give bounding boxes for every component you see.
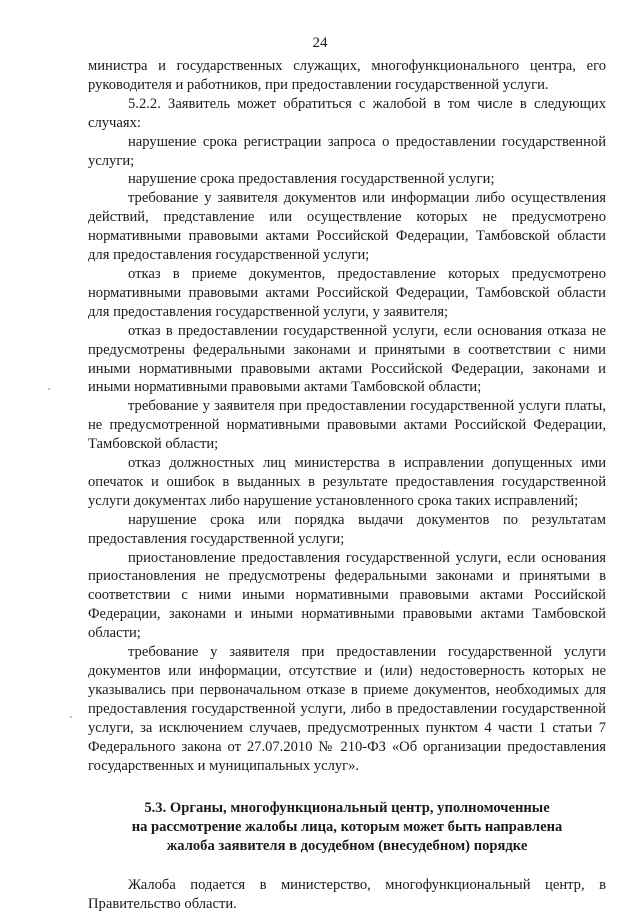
page-number: 24 <box>312 35 328 51</box>
section-heading-5-3 <box>88 799 606 856</box>
list-item-service-deadline: нарушение срока предоставления государственной услуги; <box>128 171 495 188</box>
list-item-payment-requirement: требование у заявителя при предоставлении государственной услуги платы, не предусмотренной нормативными правовыми актами Российской Федерации, Тамбовской области; <box>88 398 606 453</box>
section-heading-line: на рассмотрение жалобы лица, которым может быть направлена <box>131 819 563 836</box>
list-item-missing-documents: требование у заявителя при предоставлении государственной услуги документов или информации, отсутствие и (или) недостоверность которых не указывались при первоначальном отказе в приеме документов, необходимых для предоставления государственной услуги, либо в предоставлении государственной услуги, за исключением случаев, предусмотренных пунктом 4 части 1 статьи 7 Федерального закона от 27.07.2010 № 210-ФЗ «Об организации предоставления государственных и муниципальных услуг». <box>88 644 606 774</box>
paragraph-complaint-submission: Жалоба подается в министерство, многофункциональный центр, в Правительство области. <box>88 877 606 913</box>
list-item-document-refusal: отказ в приеме документов, предоставление которых предусмотрено нормативными правовыми актами Российской Федерации, Тамбовской области для предоставления государственной услуги, у заявителя; <box>88 265 606 320</box>
list-item-registration-deadline: нарушение срока регистрации запроса о предоставлении государственной услуги; <box>88 133 606 169</box>
document-body <box>88 57 606 914</box>
section-heading-line: 5.3. Органы, многофункциональный центр, уполномоченные <box>144 800 550 817</box>
scan-speck <box>70 716 72 718</box>
list-item-suspension: приостановление предоставления государственной услуги, если основания приостановления не предусмотрены федеральными законами и принятыми в соответствии с ними иными нормативными правовыми актами Российской Федерации, законами и иными нормативными правовыми актами Тамбовской области; <box>88 549 606 642</box>
list-item-correction-refusal: отказ должностных лиц министерства в исправлении допущенных ими опечаток и ошибок в выданных в результате предоставления государственной услуги документах либо нарушение установленного срока таких исправлений; <box>88 455 606 509</box>
list-item-service-refusal: отказ в предоставлении государственной услуги, если основания отказа не предусмотрены федеральными законами и принятыми в соответствии с ними иными нормативными правовыми актами Российской Федерации, законами и иными нормативными правовыми актами Тамбовской области; <box>88 322 606 396</box>
section-heading-line: жалоба заявителя в досудебном (внесудебном) порядке <box>166 838 528 855</box>
list-item-document-requirement: требование у заявителя документов или информации либо осуществления действий, представление или осуществление которых не предусмотрено нормативными правовыми актами Российской Федерации, Тамбовской области для предоставления государственной услуги; <box>88 190 606 264</box>
scan-speck <box>48 388 50 390</box>
list-item-issuance-violation: нарушение срока или порядка выдачи документов по результатам предоставления государственной услуги; <box>88 511 606 547</box>
paragraph-continuation: министра и государственных служащих, многофункционального центра, его руководителя и работников, при предоставлении государственной услуги. <box>88 58 606 93</box>
paragraph-5-2-2: 5.2.2. Заявитель может обратиться с жалобой в том числе в следующих случаях: <box>88 95 606 131</box>
